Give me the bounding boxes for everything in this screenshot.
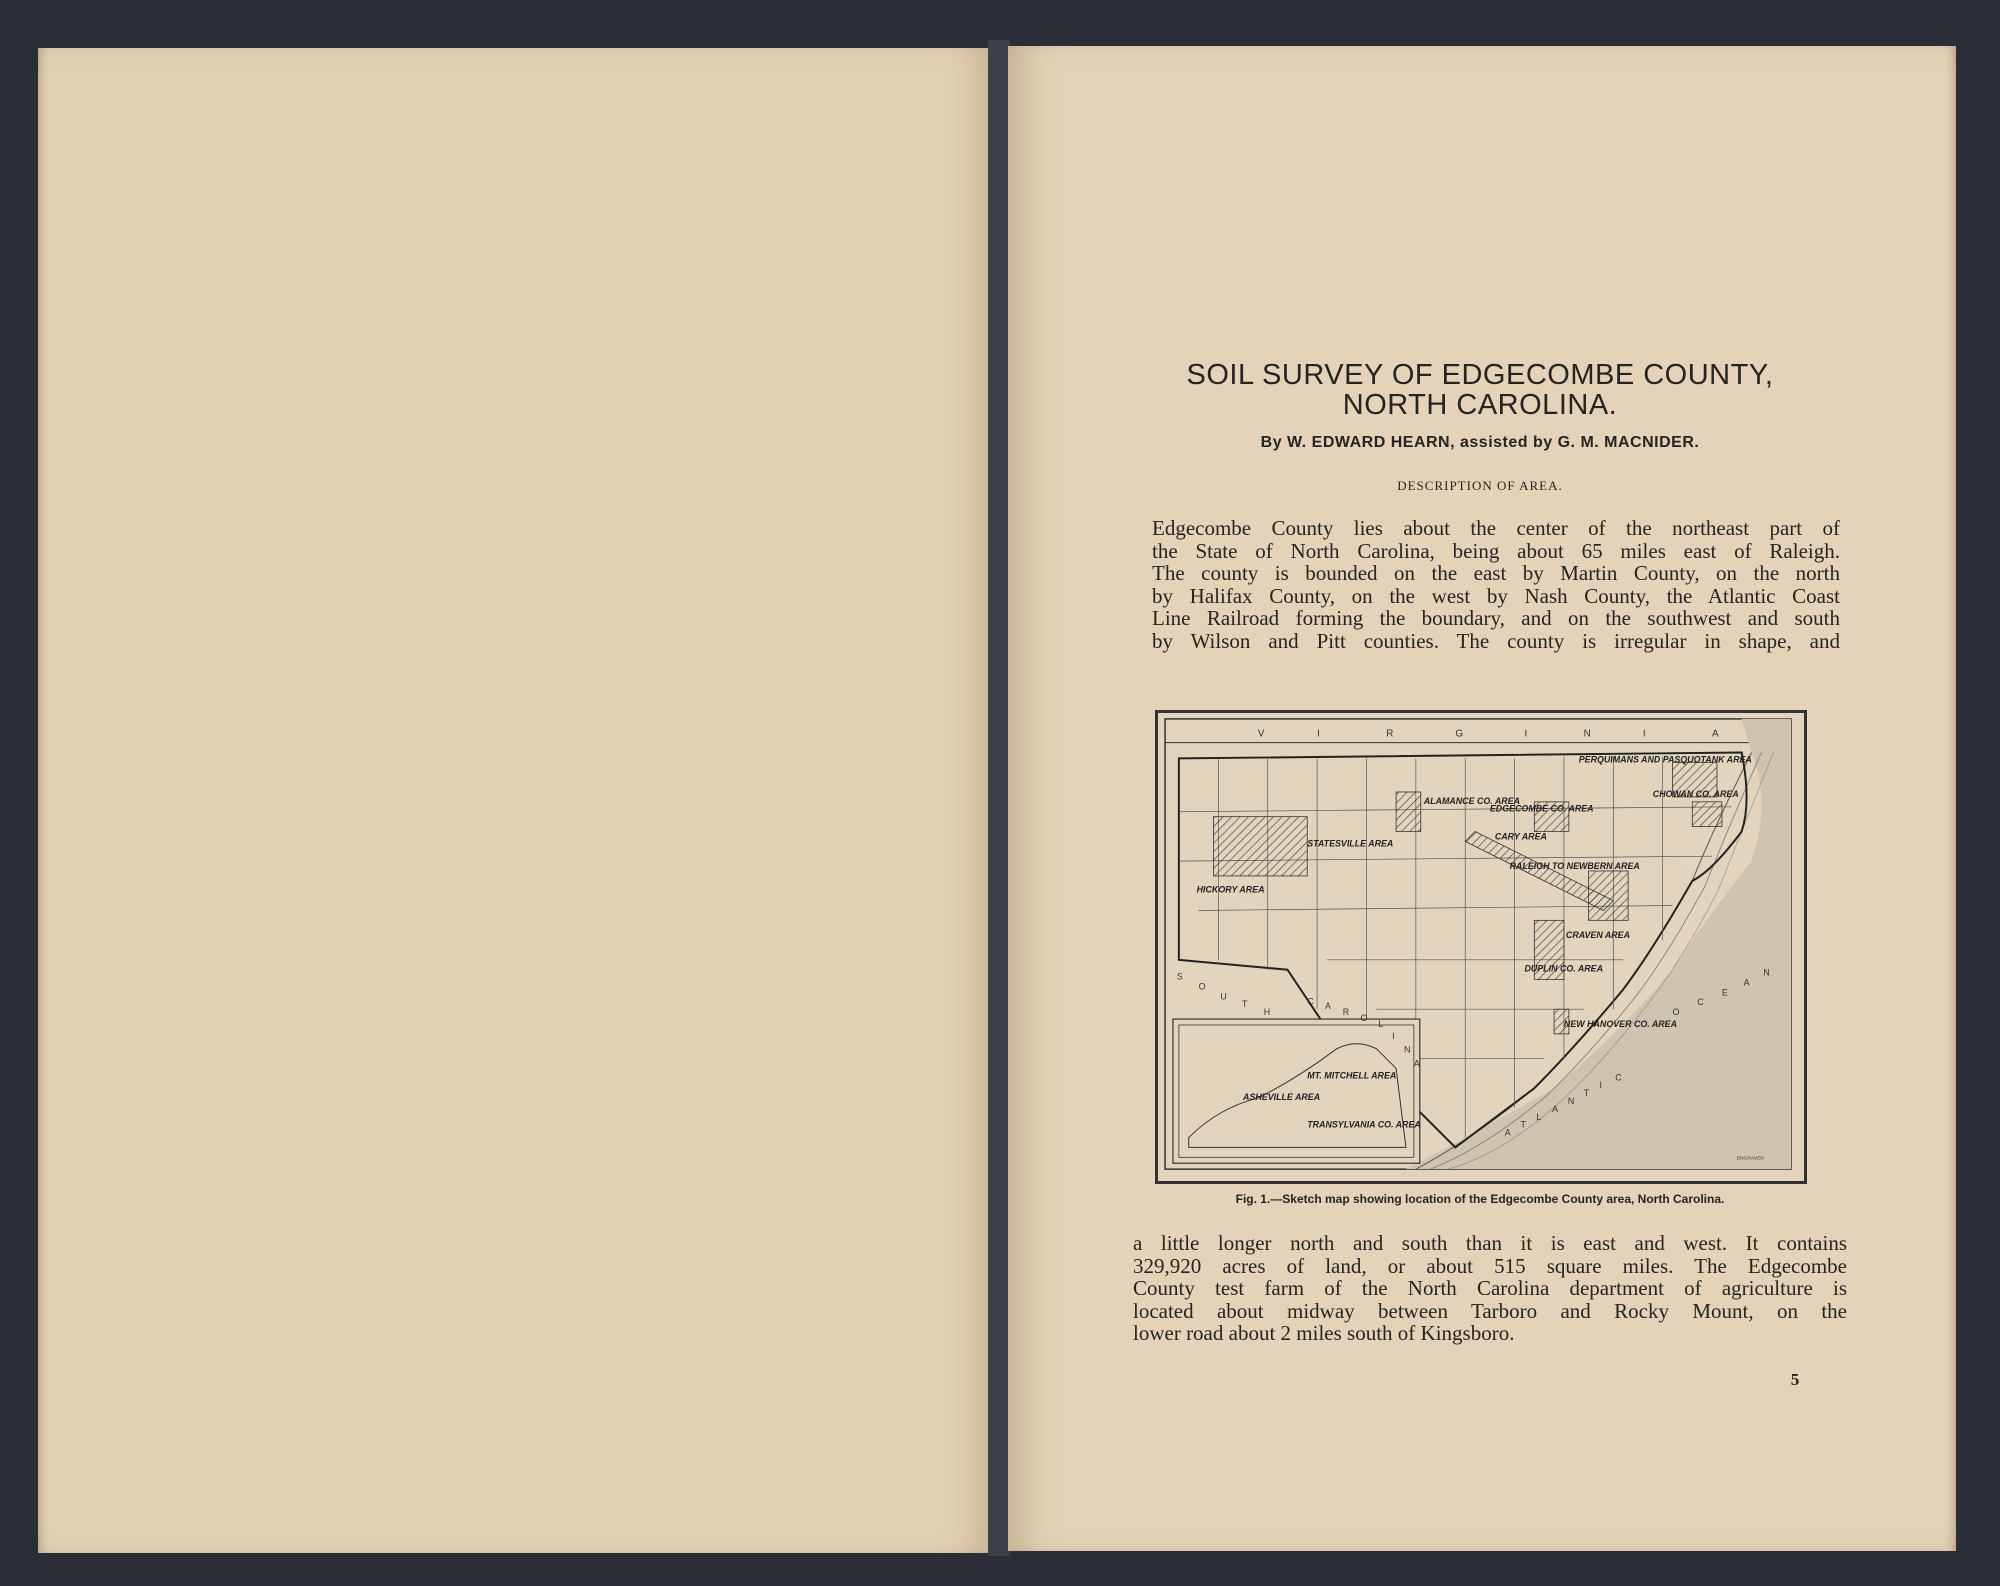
map-area-label: NEW HANOVER CO. AREA	[1563, 1018, 1678, 1029]
paragraph-line: Line Railroad forming the boundary, and on the southwest and south	[1152, 606, 1840, 631]
map-sc-letter: O	[1198, 981, 1206, 992]
map-sc-letter: L	[1378, 1018, 1384, 1029]
map-atlantic-letter: C	[1615, 1072, 1622, 1083]
map-atlantic-letter: T	[1583, 1088, 1590, 1099]
map-engraver: ENGRAVER	[1736, 1156, 1764, 1162]
map-border-letter: I	[1317, 728, 1320, 740]
map-area-label: MT. MITCHELL AREA	[1307, 1070, 1397, 1081]
map-sc-letter: H	[1263, 1007, 1271, 1018]
figure-caption: Fig. 1.—Sketch map showing location of the Edgecombe County area, North Carolina.	[1235, 1192, 1725, 1206]
map-sc-letter: A	[1413, 1058, 1420, 1069]
page-number: 5	[1790, 1370, 1800, 1389]
map-ocean-letter: O	[1672, 1007, 1680, 1018]
map-border-letter: R	[1386, 728, 1394, 740]
map-area-label: CHOWAN CO. AREA	[1652, 788, 1739, 799]
map-area-label: RALEIGH TO NEWBERN AREA	[1509, 861, 1640, 871]
map-sc-letter: U	[1220, 991, 1227, 1002]
map-border-letter: I	[1642, 728, 1646, 740]
map-sc-letter: N	[1403, 1044, 1411, 1055]
paragraph-line: a little longer north and south than it is east and west. It contains	[1133, 1231, 1847, 1255]
map-border-letter: G	[1455, 728, 1464, 740]
document-title: SOIL SURVEY OF EDGECOMBE COUNTY, NORTH CAROLINA.	[1186, 359, 1774, 421]
map-area-label: PERQUIMANS AND PASQUOTANK AREA	[1578, 754, 1752, 765]
map-ocean-letter: A	[1743, 977, 1750, 988]
paragraph-line: the State of North Carolina, being about 65 miles east of Raleigh.	[1152, 538, 1840, 563]
paragraph-line: 329,920 acres of land, or about 515 square miles. The Edgecombe	[1133, 1253, 1847, 1278]
paragraph-line: lower road about 2 miles south of Kingsboro.	[1133, 1321, 1515, 1346]
map-sc-letter: O	[1360, 1013, 1368, 1024]
left-page-blank	[38, 48, 993, 1553]
paragraph-2	[1133, 1232, 1847, 1345]
map-sc-letter: C	[1307, 996, 1314, 1007]
paragraph-line: by Halifax County, on the west by Nash County, the Atlantic Coast	[1152, 583, 1840, 608]
map-atlantic-letter: A	[1552, 1103, 1559, 1114]
paragraph-line: Edgecombe County lies about the center of the northeast part of	[1152, 516, 1840, 540]
map-sc-letter: A	[1325, 1001, 1331, 1012]
map-sc-letter: S	[1176, 971, 1183, 982]
map-border-letter: N	[1583, 728, 1591, 740]
map-area-label: EDGECOMBE CO. AREA	[1489, 803, 1594, 814]
map-atlantic-letter: L	[1536, 1111, 1542, 1122]
map-area-label: HICKORY AREA	[1196, 884, 1265, 895]
map-sc-letter: I	[1392, 1030, 1395, 1041]
map-atlantic-letter: T	[1520, 1119, 1526, 1130]
map-sc-letter: T	[1242, 999, 1248, 1010]
map-border-letter: A	[1712, 728, 1719, 740]
book-spine	[988, 40, 1010, 1556]
map-area-label: TRANSYLVANIA CO. AREA	[1307, 1119, 1421, 1130]
map-ocean-letter: C	[1697, 997, 1704, 1008]
map-ocean-letter: N	[1763, 967, 1770, 978]
map-area-label: ASHEVILLE AREA	[1243, 1092, 1321, 1103]
sketch-map-figure	[1155, 710, 1807, 1184]
map-border-letter: I	[1524, 728, 1528, 740]
map-atlantic-letter: A	[1504, 1127, 1511, 1138]
north-carolina-map	[1158, 713, 1804, 1181]
map-area-label: CARY AREA	[1494, 831, 1547, 842]
paragraph-line: The county is bounded on the east by Martin County, on the north	[1152, 561, 1840, 586]
author-byline: By W. EDWARD HEARN, assisted by G. M. MACNIDER.	[1260, 434, 1700, 451]
map-area-label: ALAMANCE CO. AREA	[1423, 795, 1521, 806]
map-ocean-letter: E	[1721, 987, 1728, 998]
map-atlantic-letter: N	[1567, 1095, 1575, 1106]
map-area-label: DUPLIN CO. AREA	[1524, 963, 1604, 974]
paragraph-line: located about midway between Tarboro and Rocky Mount, on the	[1133, 1298, 1847, 1323]
map-border-letter: V	[1257, 728, 1265, 740]
paragraph-line: County test farm of the North Carolina department of agriculture is	[1133, 1276, 1847, 1301]
paragraph-line: by Wilson and Pitt counties. The county is irregular in shape, and	[1152, 628, 1840, 653]
map-atlantic-letter: I	[1599, 1080, 1602, 1091]
map-sc-letter: R	[1342, 1007, 1350, 1018]
map-area-label: STATESVILLE AREA	[1307, 838, 1394, 849]
section-heading: DESCRIPTION OF AREA.	[1397, 478, 1563, 493]
map-area-label: CRAVEN AREA	[1565, 930, 1631, 941]
paragraph-1	[1124, 517, 1840, 653]
